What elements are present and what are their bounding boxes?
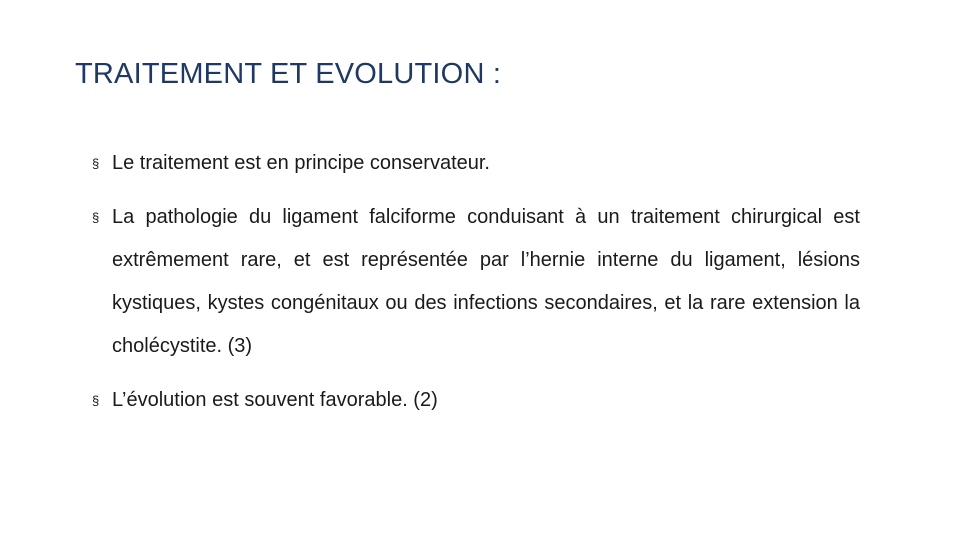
bullet-text: La pathologie du ligament falciforme conduisant à un traitement chirurgical est extrêmement rare, et est représentée par l’hernie interne du ligament, lésions kystiques, kystes congénitaux ou des infections secondaires, et la rare extension la cholécystite. (3) (112, 206, 860, 357)
bullet-item-pathology (92, 196, 860, 368)
bullet-marker-icon: § (92, 210, 100, 225)
bullet-text: Le traitement est en principe conservateur. (112, 152, 490, 174)
bullet-marker-icon: § (92, 393, 100, 408)
bullet-marker-icon: § (92, 156, 100, 171)
slide-title: TRAITEMENT ET EVOLUTION : (75, 58, 502, 90)
bullet-item-evolution (92, 379, 860, 422)
bullet-item-treatment (92, 142, 860, 185)
bullet-text: L’évolution est souvent favorable. (2) (112, 389, 438, 411)
bullet-list (92, 142, 860, 433)
